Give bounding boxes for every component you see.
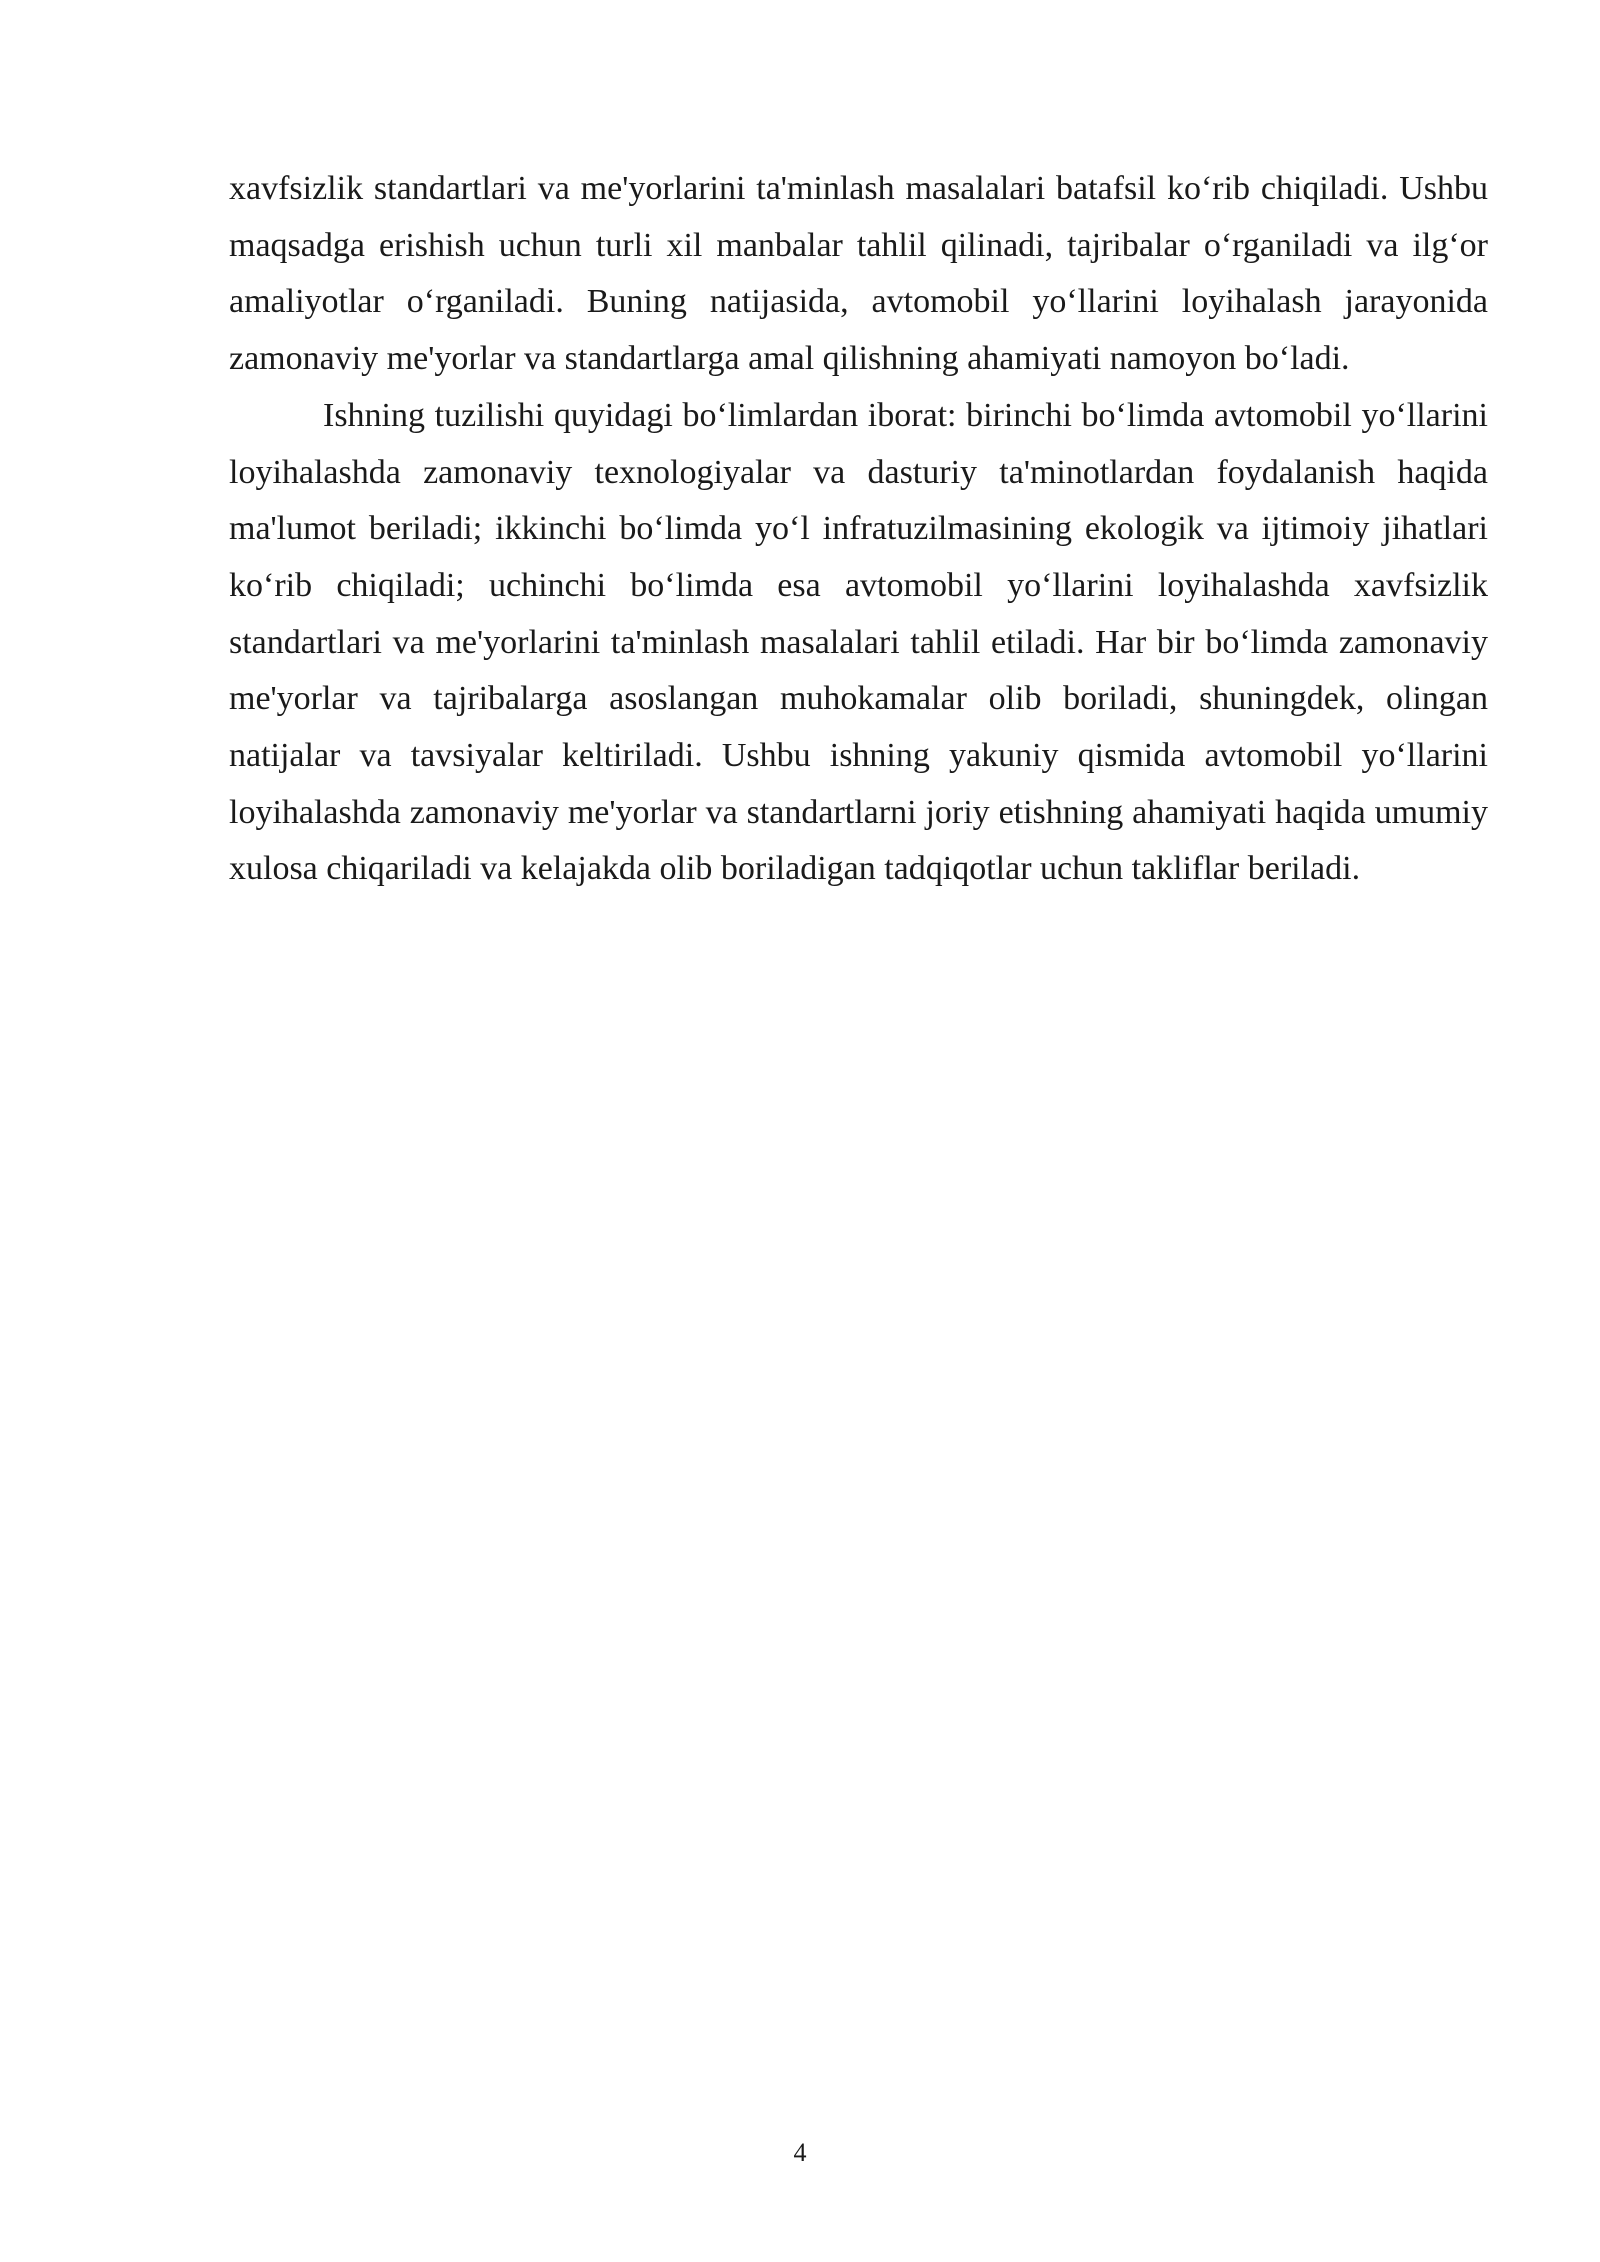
- paragraph-structure: Ishning tuzilishi quyidagi bo‘limlardan iborat: birinchi bo‘limda avtomobil yo‘llarini loyihalashda zamonaviy texnologiyalar va dasturiy ta'minotlardan foydalanish haqida ma'lumot beriladi; ikkinchi bo‘limda yo‘l infratuzilmasining ekologik va ijtimoiy jihatlari ko‘rib chiqiladi; uchinchi bo‘limda esa avtomobil yo‘llarini loyihalashda xavfsizlik standartlari va me'yorlarini ta'minlash masalalari tahlil etiladi. Har bir bo‘limda zamonaviy me'yorlar va tajribalarga asoslangan muhokamalar olib boriladi, shuningdek, olingan natijalar va tavsiyalar keltiriladi. Ushbu ishning yakuniy qismida avtomobil yo‘llarini loyihalashda zamonaviy me'yorlar va standartlarni joriy etishning ahamiyati haqida umumiy xulosa chiqariladi va kelajakda olib boriladigan tadqiqotlar uchun takliflar beriladi.: [229, 396, 1488, 888]
- page-number: 4: [793, 2138, 807, 2167]
- body-text: [229, 161, 1488, 898]
- paragraph-continuation: xavfsizlik standartlari va me'yorlarini ta'minlash masalalari batafsil ko‘rib chiqiladi. Ushbu maqsadga erishish uchun turli xil manbalar tahlil qilinadi, tajribalar o‘rganiladi va ilg‘or amaliyotlar o‘rganiladi. Buning natijasida, avtomobil yo‘llarini loyihalash jarayonida zamonaviy me'yorlar va standartlarga amal qilishning ahamiyati namoyon bo‘ladi.: [229, 170, 1488, 378]
